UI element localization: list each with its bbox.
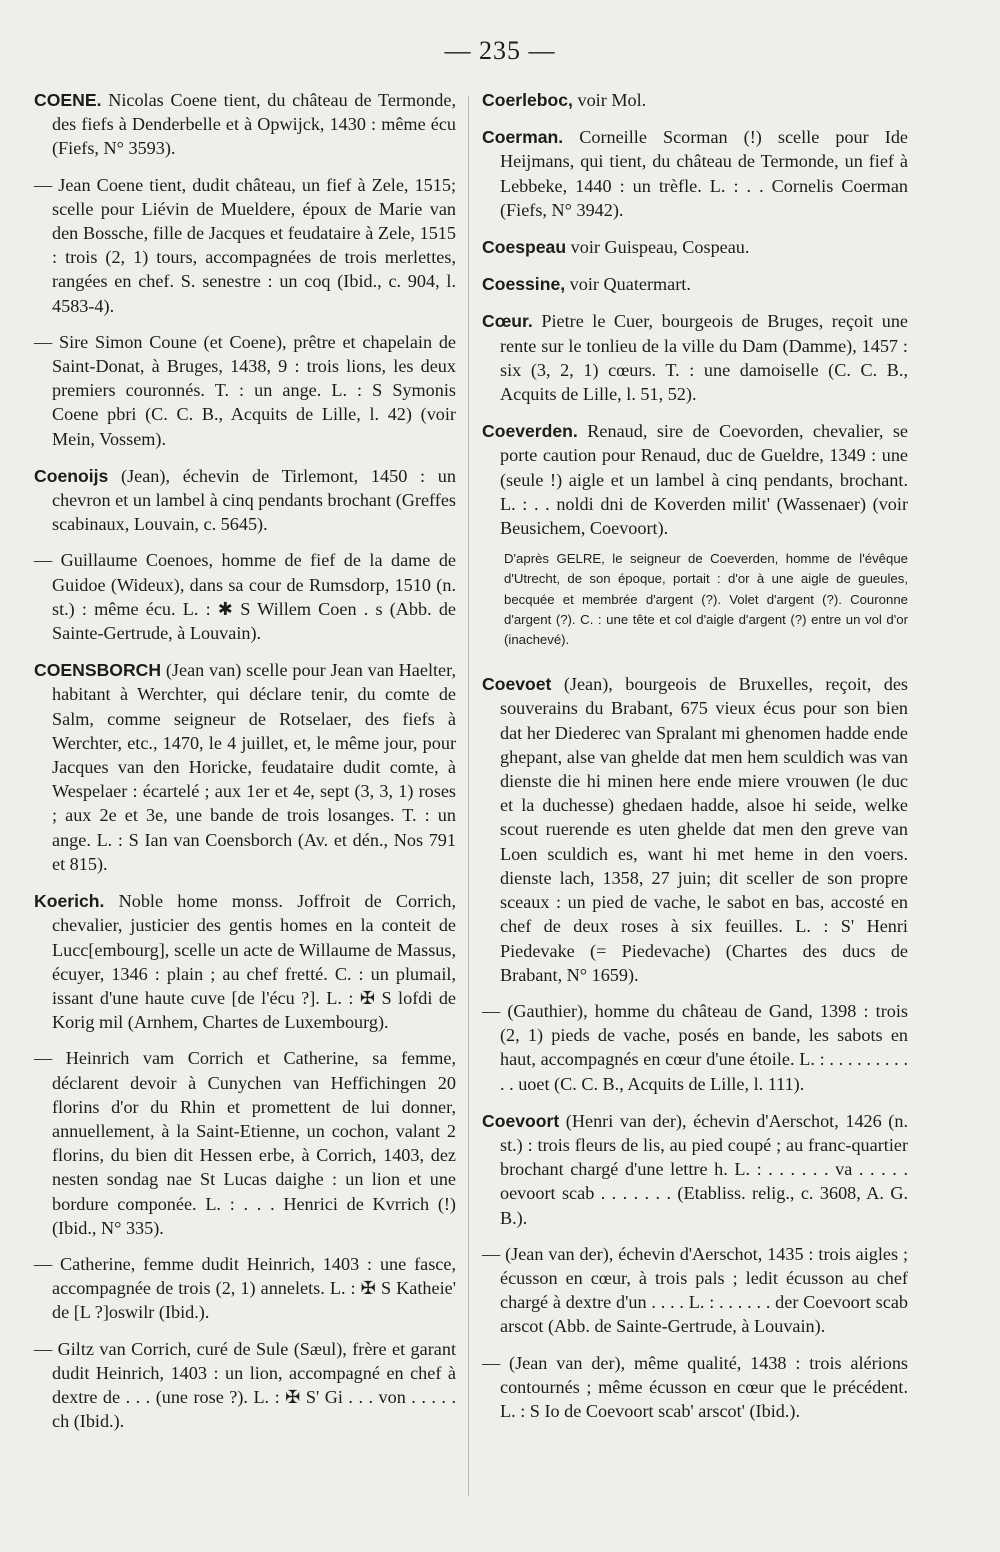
- entry-text: Noble home monss. Joffroit de Corrich, chevalier, justicier des gentis homes en la conteit de Lucc[embourg], scelle un acte de Willaume de Massus, écuyer, 1346 : plain ; au chef fretté. C. : un plumail, issant d'une haute cuve [de l'écu ?]. L. : ✠ S lofdi de Korig mil (Arnhem, Chartes de Luxembourg).: [52, 891, 456, 1033]
- right-column: [482, 88, 908, 1432]
- entry-text: voir Quatermart.: [565, 274, 691, 295]
- entry-coene: [34, 88, 456, 161]
- entry-coeverden: [482, 419, 908, 540]
- entry-coevoet-gauthier: [482, 999, 908, 1096]
- entry-text: voir Mol.: [572, 90, 647, 110]
- entry-text: (Jean), échevin de Tirlemont, 1450 : un chevron et un lambel à cinq pendants brochant (Greffes scabinaux, Louvain, c. 5645).: [52, 465, 456, 535]
- entry-text: — Jean Coene tient, dudit château, un fief à Zele, 1515; scelle pour Liévin de Mueldere, époux de Marie van den Bossche, fille de Jacques et feudataire à Zele, 1515 : trois (2, 1) tours, accompagnées de trois merlettes, rangées en chef. S. senestre : un coq (Ibid., c. 904, l. 4583-4).: [34, 174, 456, 316]
- headword: Coessine,: [482, 274, 566, 295]
- entry-coevoort: [482, 1109, 908, 1230]
- column-divider: [468, 96, 469, 1496]
- entry-text: Corneille Scorman (!) scelle pour Ide Heijmans, qui tient, du château de Termonde, un fief à Lebbeke, 1440 : un trèfle. L. : . . Cornelis Coerman (Fiefs, N° 3942).: [500, 127, 908, 220]
- entry-coerman: [482, 125, 908, 222]
- entry-text: (Henri van der), échevin d'Aerschot, 1426 (n. st.) : trois fleurs de lis, au pied coupé ; au franc-quartier brochant chargé d'une lettre h. L. : . . . . . . va . . . . . oevoort scab . . . . . . . (Etabliss. relig., c. 3608, A. G. B.).: [500, 1110, 908, 1228]
- entry-text: Nicolas Coene tient, du château de Termonde, des fiefs à Denderbelle et à Opwijck, 1430 : même écu (Fiefs, N° 3593).: [52, 90, 456, 159]
- headword: COENE.: [34, 90, 102, 110]
- entry-text: — (Jean van der), échevin d'Aerschot, 1435 : trois aigles ; écusson en cœur, à trois pals ; ledit écusson au chef chargé à dextre d'un . . . . L. : . . . . . . der Coevoort scab arscot (Abb. de Sainte-Gertrude, à Louvain).: [482, 1243, 908, 1337]
- entry-coenoijs: [34, 464, 456, 537]
- entry-text: — (Jean van der), même qualité, 1438 : trois alérions contournés ; même écusson en cœur que le précédent. L. : S Io de Coevoort scab' arscot' (Ibid.).: [482, 1352, 908, 1421]
- footnote-gelre: D'après GELRE, le seigneur de Coeverden, homme de l'évêque d'Utrecht, de son époque, portait : d'or à une aigle de gueules, becquée et membrée d'argent (?). Volet d'argent (?). Couronne d'argent (?). C. : une tête et col d'aigle d'argent (?) entre un vol d'or (inachevé).: [504, 551, 908, 648]
- headword: Coerleboc,: [482, 90, 573, 110]
- entry-text: — (Gauthier), homme du château de Gand, 1398 : trois (2, 1) pieds de vache, posés en bande, les sabots en haut, accompagnés en cœur d'une étoile. L. : . . . . . . . . . . . uoet (C. C. B., Acquits de Lille, l. 111).: [482, 1000, 908, 1094]
- left-column: [34, 88, 456, 1442]
- entry-coenoes-guillaume: [34, 548, 456, 645]
- entry-text: — Giltz van Corrich, curé de Sule (Sæul), frère et garant dudit Heinrich, 1403 : un lion, accompagné en chef à dextre de . . . (une rose ?). L. : ✠ S' Gi . . . von . . . . . ch (Ibid.).: [34, 1338, 456, 1432]
- entry-text: (Jean), bourgeois de Bruxelles, reçoit, des souverains du Brabant, 675 vieux écus pour son bien dat her Diederec van Spralant mi ghenomen hadde ende ghepant, alse van ghelde dat men hem sculdich was van dienste die hi minen here ende miere vrouwen (le duc et la duchesse) ghedaen hadde, alsoe hi seide, welke scout ruerende es uten ghelde dat men den greve van Loen sculdich es, want hi met heme in den voers. dienste lach, 1358, 27 juin; dit sceller de son propre sceaux : un pied de vache, le sabot en bas, accosté en chef de deux roses à six feuilles. L. : S' Henri Piedevake (= Piedevache) (Chartes des ducs de Brabant, N° 1659).: [500, 674, 908, 985]
- entry-text: Renaud, sire de Coevorden, chevalier, se porte caution pour Renaud, duc de Gueldre, 1349 : une (seule !) aigle et un lambel à cinq pendants, brochant. L. : . . noldi dni de Koverden milit' (Wassenaer) (voir Beusichem, Coevoort).: [500, 421, 908, 539]
- headword: Coenoijs: [34, 465, 109, 486]
- entry-giltz-corrich: [34, 1337, 456, 1434]
- entry-text: — Heinrich vam Corrich et Catherine, sa femme, déclarent devoir à Cunychen van Heffichingen 20 florins d'or du Rhin et promettent de lui donner, annuellement, à la Saint-Etienne, un cochon, valant 2 florins, du bien dit Hessen erbe, à Corrich, 1403, dez nesten sondag nae St Lucas daighe : un lion et une bordure componée. L. : . . . Henrici de Kvrrich (!) (Ibid., N° 335).: [34, 1048, 456, 1238]
- entry-coevoort-jean-1438: [482, 1351, 908, 1424]
- entry-heinrich-corrich: [34, 1046, 456, 1240]
- headword: Coevoet: [482, 674, 552, 695]
- entry-coene-simon: [34, 330, 456, 451]
- headword: Coerman.: [482, 127, 564, 148]
- entry-coene-jean: [34, 173, 456, 318]
- headword: Coeverden.: [482, 421, 578, 442]
- headword: Cœur.: [482, 311, 533, 332]
- headword: COENSBORCH: [34, 660, 162, 681]
- entry-text: Pietre le Cuer, bourgeois de Bruges, reçoit une rente sur le tonlieu de la ville du Dam (Damme), 1457 : six (3, 2, 1) cœurs. T. : une damoiselle (C. C. B., Acquits de Lille, l. 51, 52).: [500, 311, 908, 405]
- entry-coevoet: [482, 672, 908, 987]
- entry-coespeau: [482, 235, 908, 259]
- page-number: — 235 —: [444, 36, 556, 65]
- entry-coerleboc: [482, 88, 908, 112]
- entry-coevoort-jean-1435: [482, 1242, 908, 1339]
- headword: Coespeau: [482, 237, 567, 258]
- entry-text: (Jean van) scelle pour Jean van Haelter, habitant à Werchter, qui déclare tenir, du comte de Salm, comme seigneur de Rotselaer, des fiefs à Werchter, etc., 1470, le 4 juillet, et, le même jour, pour Jacques van den Horicke, feudataire dudit comte, à Wespelaer : écartelé ; aux 1er et 4e, sept (3, 3, 1) roses ; aux 2e et 3e, une bande de trois losanges. T. : un ange. L. : S Ian van Coensborch (Av. et dén., Nos 791 et 815).: [52, 660, 456, 874]
- headword: Koerich.: [34, 891, 105, 912]
- entry-coensborch: [34, 658, 456, 876]
- entry-text: — Catherine, femme dudit Heinrich, 1403 : une fasce, accompagnée de trois (2, 1) annelets. L. : ✠ S Katheie' de [L ?]oswilr (Ibid.).: [34, 1253, 456, 1323]
- headword: Coevoort: [482, 1110, 560, 1131]
- entry-coeur: [482, 309, 908, 406]
- entry-text: — Guillaume Coenoes, homme de fief de la dame de Guidoe (Wideux), dans sa cour de Rumsdorp, 1510 (n. st.) : même écu. L. : ✱ S Willem Coen . s (Abb. de Sainte-Gertrude, à Louvain).: [34, 550, 456, 644]
- entry-catherine: [34, 1252, 456, 1325]
- entry-text: voir Guispeau, Cospeau.: [566, 237, 750, 258]
- entry-text: — Sire Simon Coune (et Coene), prêtre et chapelain de Saint-Donat, à Bruges, 1438, 9 : trois lions, les deux premiers couronnés. T. : un ange. L. : S Symonis Coene pbri (C. C. B., Acquits de Lille, l. 42) (voir Mein, Vossem).: [34, 331, 456, 449]
- entry-koerich: [34, 889, 456, 1034]
- entry-coessine: [482, 272, 908, 296]
